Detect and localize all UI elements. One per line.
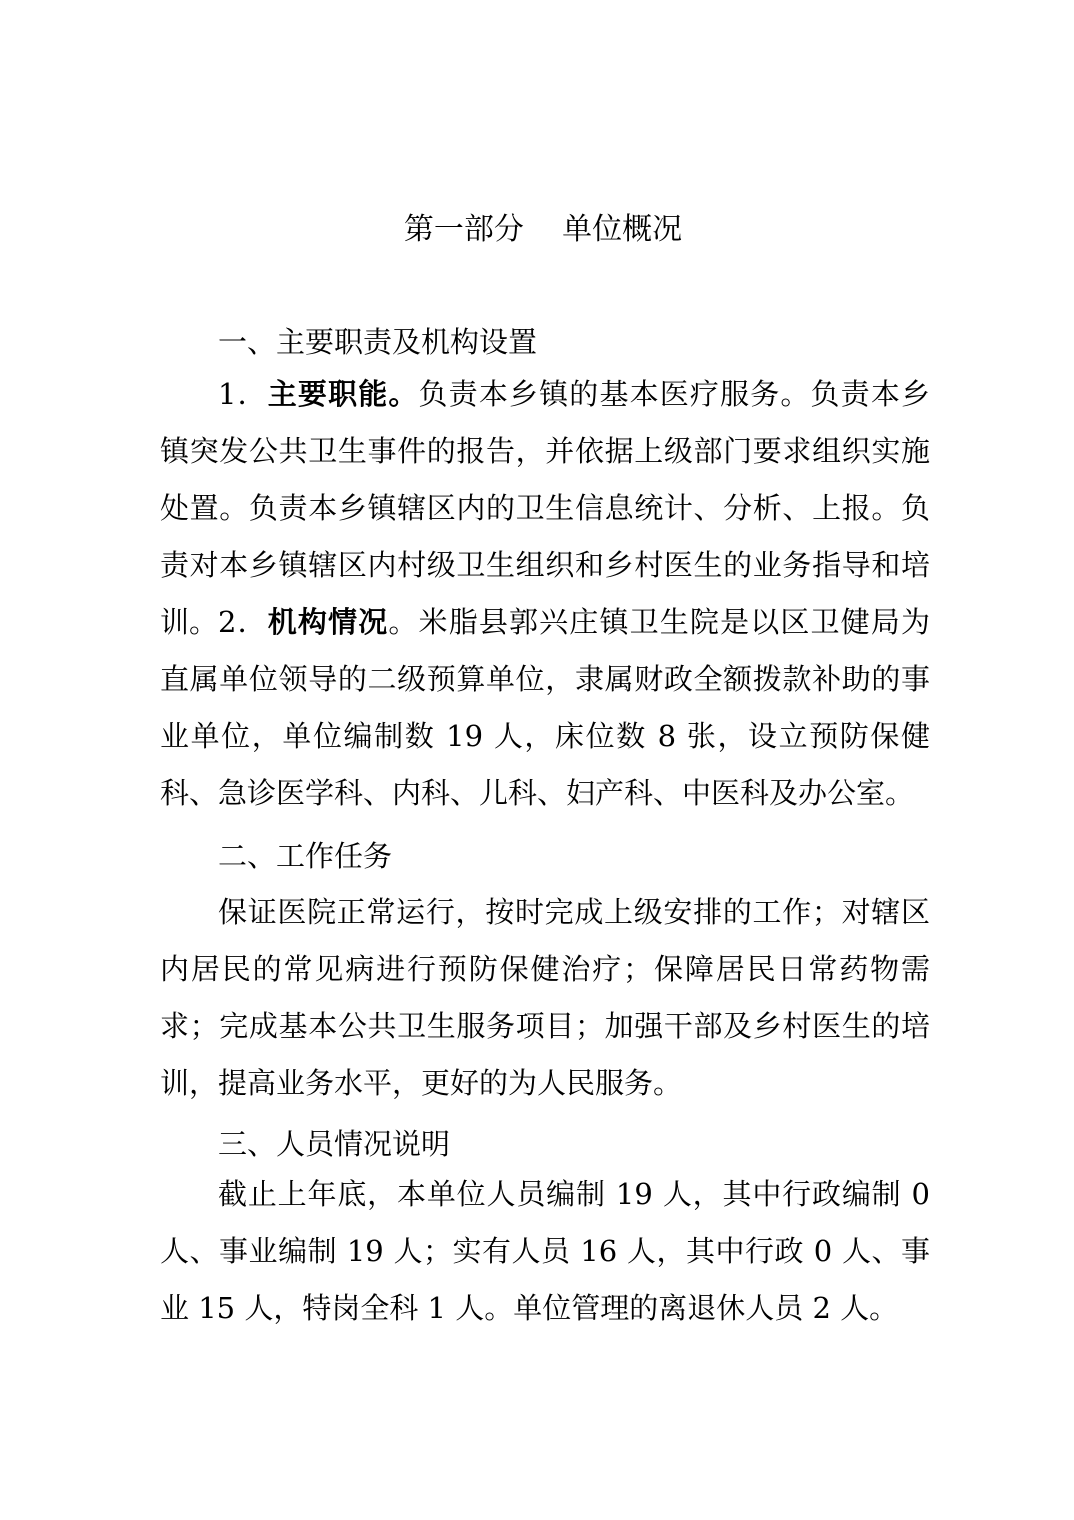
section-heading-tasks: 二、工作任务 [218, 839, 393, 873]
item-text: 。米脂县郭兴庄镇卫生院是以区卫健局为直属单位领导的二级预算单位，隶属财政全额拨款补助的事业单位，单位编制数 19 人，床位数 8 张，设立预防保健科、急诊医学科、内科、儿科、妇产科、中医科及办公室。 [160, 605, 930, 810]
item-number: 2． [218, 605, 268, 639]
section-heading-responsibilities: 一、主要职责及机构设置 [218, 325, 538, 359]
section-heading-staff: 三、人员情况说明 [218, 1127, 451, 1161]
item-lead: 机构情况 [267, 605, 389, 639]
paragraph-staff: 截止上年底，本单位人员编制 19 人，其中行政编制 0 人、事业编制 19 人；实有人员 16 人，其中行政 0 人、事业 15 人，特岗全科 1 人。单位管理的离退休人员 2 人。 [160, 1177, 930, 1325]
paragraph-organization [160, 594, 930, 822]
item-text: 负责本乡镇的基本医疗服务。负责本乡镇突发公共卫生事件的报告，并依据上级部门要求组织实施处置。负责本乡镇辖区内的卫生信息统计、分析、上报。负责对本乡镇辖区内村级卫生组织和乡村医生的业务指导和培训。 [160, 377, 930, 639]
part-title: 第一部分 单位概况 [403, 212, 683, 247]
item-lead: 主要职能。 [267, 377, 419, 411]
paragraph-tasks: 保证医院正常运行，按时完成上级安排的工作；对辖区内居民的常见病进行预防保健治疗；保障居民日常药物需求；完成基本公共卫生服务项目；加强干部及乡村医生的培训，提高业务水平，更好的为人民服务。 [160, 895, 930, 1100]
item-number: 1． [218, 377, 268, 411]
